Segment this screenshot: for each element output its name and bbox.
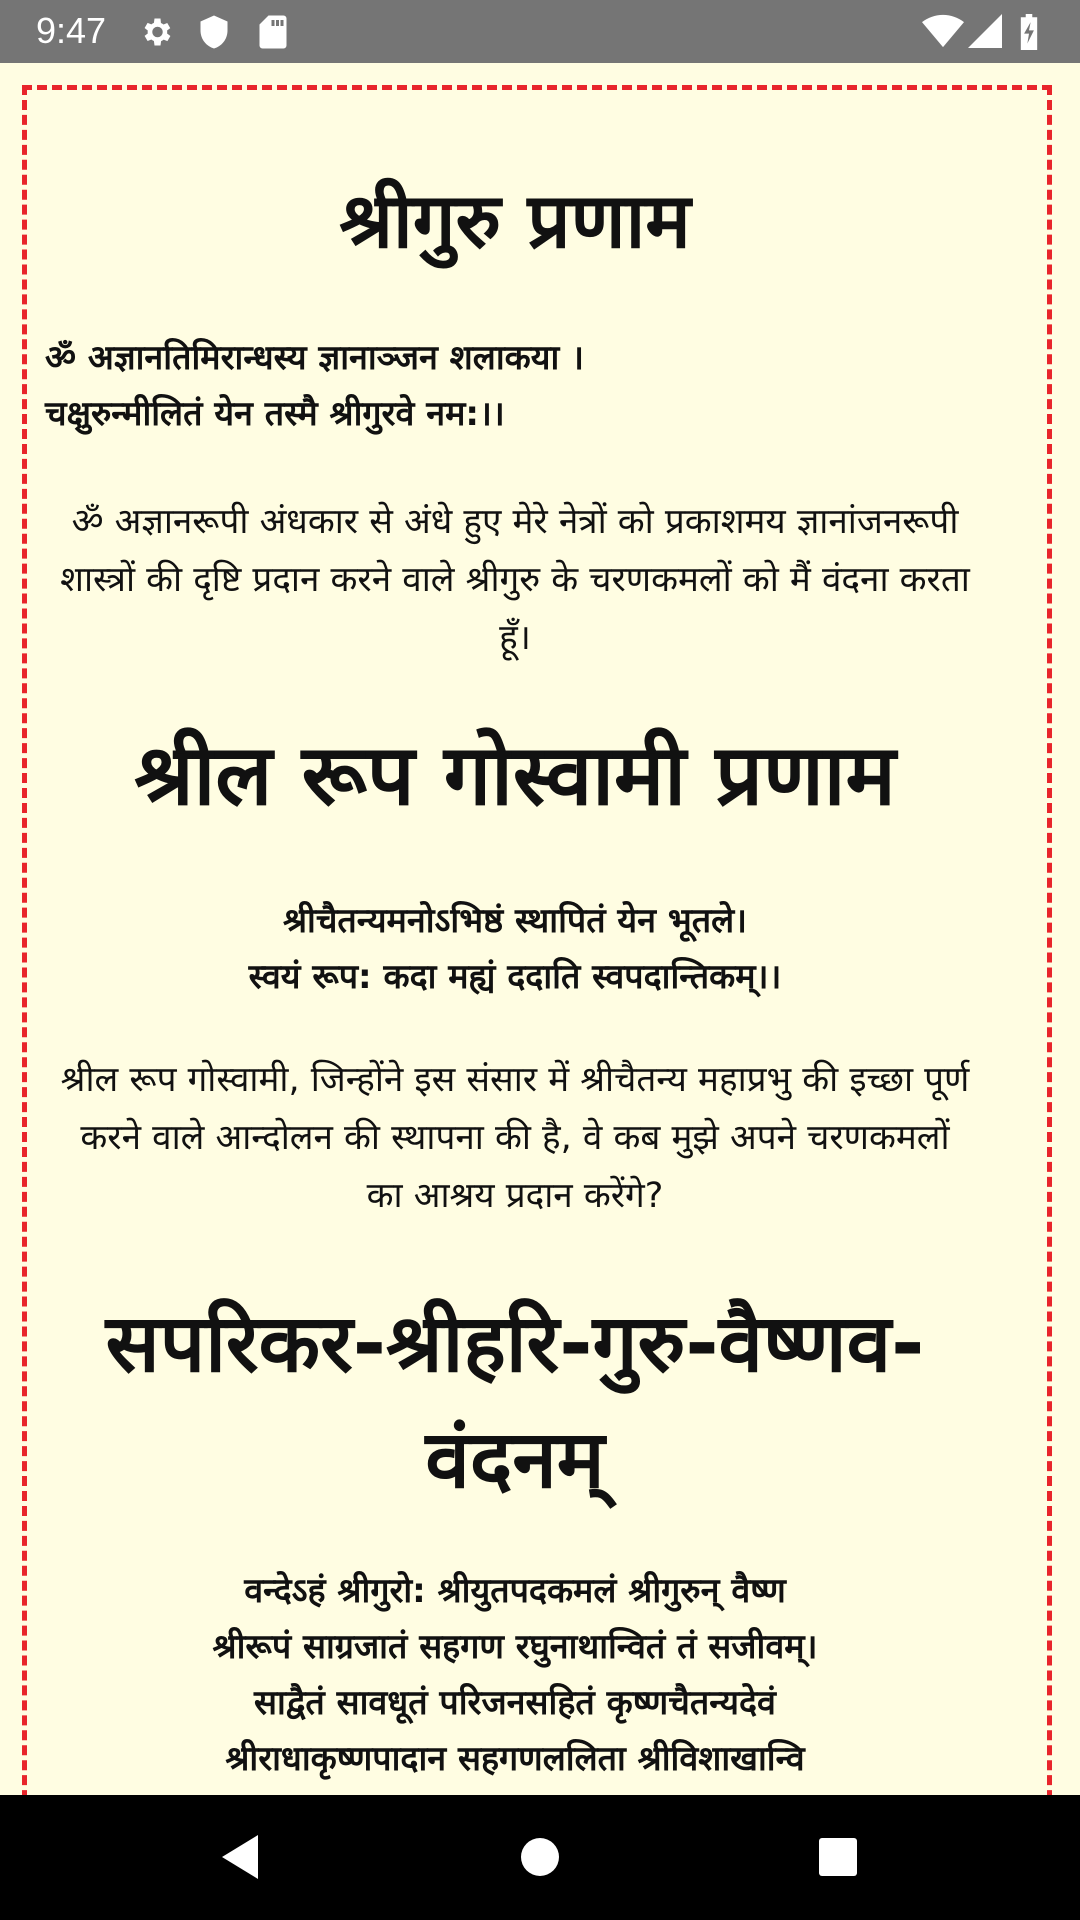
- verse-rupa-goswami-pranam: [40, 893, 990, 1005]
- verse-line: ॐ अज्ञानतिमिरान्धस्य ज्ञानाञ्जन शलाकया ।: [45, 338, 584, 378]
- translation-rupa-goswami-pranam: श्रील रूप गोस्वामी, जिन्होंने इस संसार में श्रीचैतन्य महाप्रभु की इच्छा पूर्ण करने वाले आन्दोलन की स्थापना की है, वे कब मुझे अपने चरणकमलों का आश्रय प्रदान करेंगे?: [60, 1060, 970, 1216]
- section-title-rupa-goswami-pranam: श्रील रूप गोस्वामी प्रणाम: [134, 726, 896, 824]
- section-title-vandanam: सपरिकर-श्रीहरि-गुरु-वैष्णव-वंदनम्: [105, 1297, 925, 1506]
- back-icon[interactable]: [212, 1825, 276, 1893]
- home-icon[interactable]: [508, 1825, 572, 1893]
- status-bar: [0, 0, 1080, 63]
- navigation-bar: [0, 1795, 1080, 1920]
- verse-guru-pranam: [45, 330, 1005, 442]
- sd-card-icon: [258, 14, 288, 54]
- verse-line: श्रीरूपं साग्रजातं सहगण रघुनाथान्वितं तं सजीवम्।: [212, 1627, 818, 1667]
- verse-line: श्रीचैतन्यमनोऽभिष्ठं स्थापितं येन भूतले।: [282, 901, 748, 941]
- verse-line: चक्षुरुन्मीलितं येन तस्मै श्रीगुरवे नम:।।: [45, 394, 505, 434]
- wifi-icon: [922, 14, 964, 52]
- verse-line: श्रीराधाकृष्णपादान सहगणललिता श्रीविशाखान्वि: [225, 1739, 805, 1779]
- shield-icon: [198, 14, 230, 54]
- content-scroll-area[interactable]: [0, 63, 1080, 1795]
- battery-charging-icon: [1018, 14, 1040, 54]
- recents-icon[interactable]: [806, 1825, 870, 1893]
- verse-line: स्वयं रूप: कदा मह्यं ददाति स्वपदान्तिकम्।।: [248, 957, 782, 997]
- section-title-guru-pranam: श्रीगुरु प्रणाम: [339, 176, 691, 265]
- verse-line: वन्देऽहं श्रीगुरो: श्रीयुतपदकमलं श्रीगुरुन् वैष्ण: [244, 1571, 786, 1611]
- verse-line: साद्वैतं सावधूतं परिजनसहितं कृष्णचैतन्यदेवं: [254, 1683, 776, 1723]
- status-time: 9:47: [36, 10, 107, 51]
- verse-vandanam: [40, 1563, 990, 1787]
- gear-icon: [138, 14, 174, 54]
- cell-signal-icon: [968, 14, 1002, 52]
- translation-guru-pranam: ॐ अज्ञानरूपी अंधकार से अंधे हुए मेरे नेत्रों को प्रकाशमय ज्ञानांजनरूपी शास्त्रों की दृष्टि प्रदान करने वाले श्रीगुरु के चरणकमलों को मैं वंदना करता हूँ।: [60, 502, 970, 658]
